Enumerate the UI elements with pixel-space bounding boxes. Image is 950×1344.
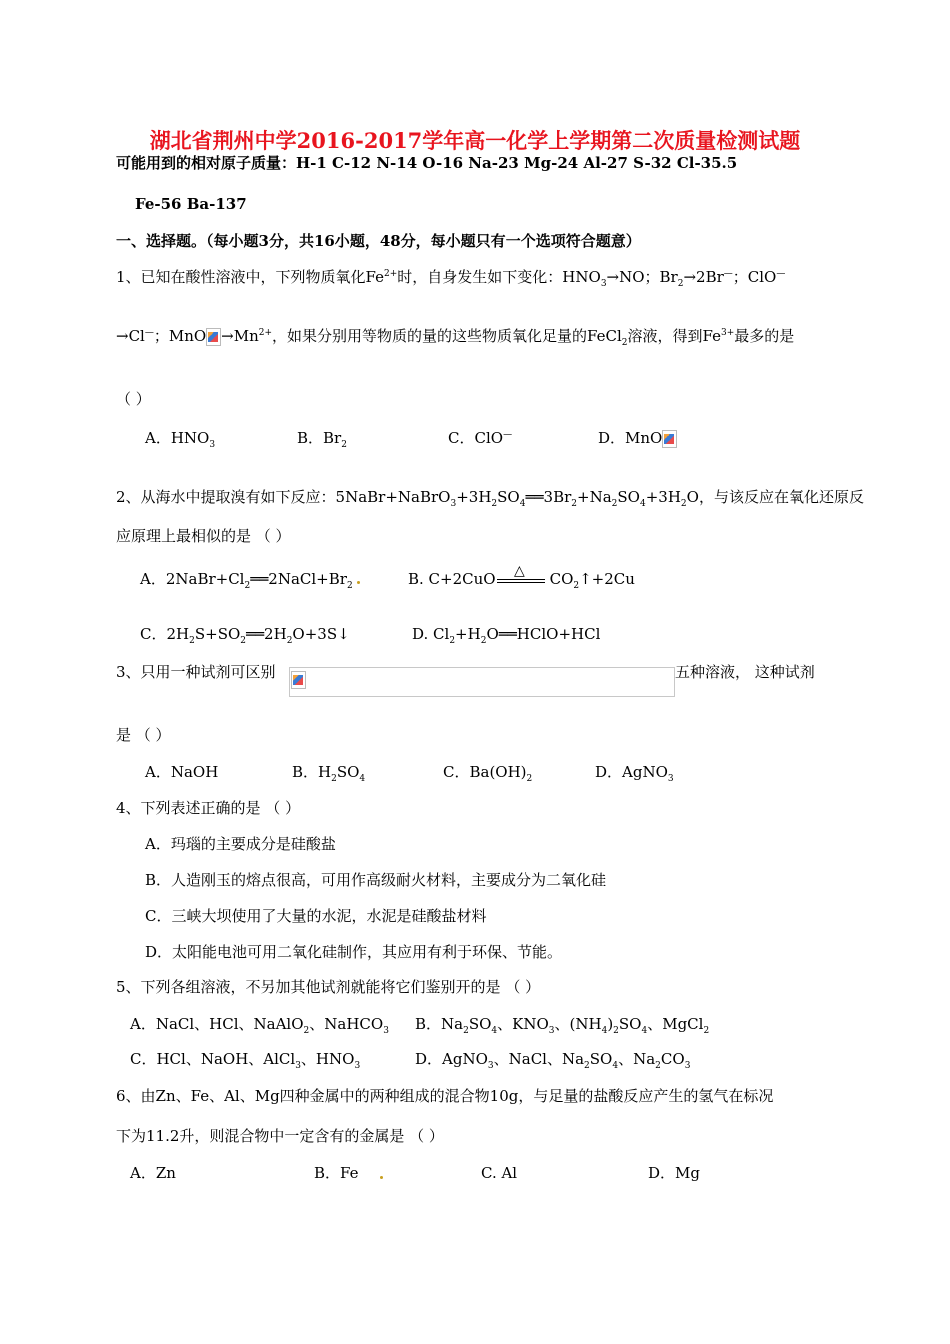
q4-stem: 4、下列表述正确的是 （ ）: [116, 799, 301, 817]
heat-delta-symbol: △: [514, 563, 525, 579]
broken-image-icon: [662, 430, 677, 448]
q4-option-d: D．太阳能电池可用二氧化硅制作，其应用有利于环保、节能。: [145, 943, 563, 961]
q1-line-1: 1、已知在酸性溶液中，下列物质氧化$Fe^{2+}$时，自身发生如下变化：$HNO_3\to NO$；$Br_2\to 2Br^—$；ClO—: [116, 268, 786, 289]
stray-dot: [380, 1176, 383, 1179]
q6-line-1: 6、由Zn、Fe、Al、Mg四种金属中的两种组成的混合物10g，与足量的盐酸反应产生的氢气在标况: [116, 1087, 774, 1105]
q3-option-c: C．$Ba(OH)_2$: [443, 763, 533, 784]
atomic-masses-line-2: Fe-56 Ba-137: [135, 195, 247, 213]
q1-option-b: B．$Br_2$: [297, 429, 347, 450]
section-heading: 一、选择题。（每小题3分，共16小题，48分，每小题只有一个选项符合题意）: [116, 232, 641, 250]
reaction-arrow-bar: [497, 579, 545, 583]
q2-option-d: D. $Cl_2+H_2O══HClO+HCl$: [412, 625, 601, 646]
q5-option-b: B．$Na_2SO_4$、$KNO_3$、$(NH_4)_2SO_4$、MgCl$_2$: [415, 1015, 710, 1036]
q3-line-1-start: 3、只用一种试剂可区别: [116, 663, 276, 681]
stray-dot: [357, 581, 360, 584]
q1-option-c: C．ClO—: [448, 429, 513, 447]
q6-option-d: D．Mg: [648, 1164, 700, 1182]
q2-line-2: 应原理上最相似的是 （ ）: [116, 527, 291, 545]
q5-option-d: D．AgNO$_3$、NaCl、$Na_2SO_4$、$Na_2CO_3$: [415, 1050, 691, 1071]
q3-option-d: D．AgNO$_3$: [595, 763, 674, 784]
q2-line-1: 2、从海水中提取溴有如下反应：$5NaBr+NaBrO_3+3H_2SO_4══3Br_2+Na_2SO_4+3H_2O$，与该反应在氧化还原反: [116, 488, 864, 509]
page-title: 湖北省荆州中学2016-2017学年高一化学上学期第二次质量检测试题: [149, 128, 801, 153]
q4-option-b: B．人造刚玉的熔点很高，可用作高级耐火材料，主要成分为二氧化硅: [145, 871, 607, 889]
q5-option-a: A．NaCl、HCl、NaAlO$_2$、NaHCO$_3$: [130, 1015, 389, 1036]
q5-stem: 5、下列各组溶液，不另加其他试剂就能将它们鉴别开的是 （ ）: [116, 978, 541, 996]
q3-option-b: B．$H_2SO_4$: [292, 763, 366, 784]
q4-option-c: C．三峡大坝使用了大量的水泥，水泥是硅酸盐材料: [145, 907, 487, 925]
q2-option-a: A．$2NaBr+Cl_2══2NaCl+Br_2$: [140, 570, 353, 591]
q3-line-2: 是 （ ）: [116, 726, 171, 744]
q1-option-d: D．MnO: [598, 428, 677, 448]
q6-line-2: 下为11.2升，则混合物中一定含有的金属是 （ ）: [116, 1127, 444, 1145]
q6-option-c: C. Al: [481, 1164, 518, 1182]
q4-option-a: A．玛瑙的主要成分是硅酸盐: [145, 835, 336, 853]
q3-line-1-end: 五种溶液， 这种试剂: [675, 663, 815, 681]
q5-option-c: C．HCl、NaOH、AlCl$_3$、$HNO_3$: [130, 1050, 361, 1071]
q1-line-2: →Cl—；MnO $\to Mn^{2+}$，如果分别用等物质的量的这些物质氧化足量的FeCl$_2$溶液，得到$Fe^{3+}$最多的是: [116, 327, 795, 348]
broken-image-icon: [291, 671, 306, 689]
q6-option-b: B．Fe: [314, 1164, 359, 1182]
atomic-masses-line: 可能用到的相对原子质量：H-1 C-12 N-14 O-16 Na-23 Mg-24 Al-27 S-32 Cl-35.5: [116, 154, 738, 172]
q2-option-b: B. C+2CuO $CO_2↑+2Cu$: [408, 570, 635, 591]
q2-option-c: C．$2H_2S+SO_2══2H_2O+3S↓$: [140, 625, 350, 646]
q3-option-a: A．NaOH: [145, 763, 219, 781]
q1-answer-paren: （ ）: [116, 390, 151, 408]
q1-option-a: A．$HNO_3$: [145, 429, 216, 450]
image-placeholder-box: [289, 667, 675, 697]
broken-image-icon: [206, 328, 221, 346]
q6-option-a: A．Zn: [130, 1164, 176, 1182]
